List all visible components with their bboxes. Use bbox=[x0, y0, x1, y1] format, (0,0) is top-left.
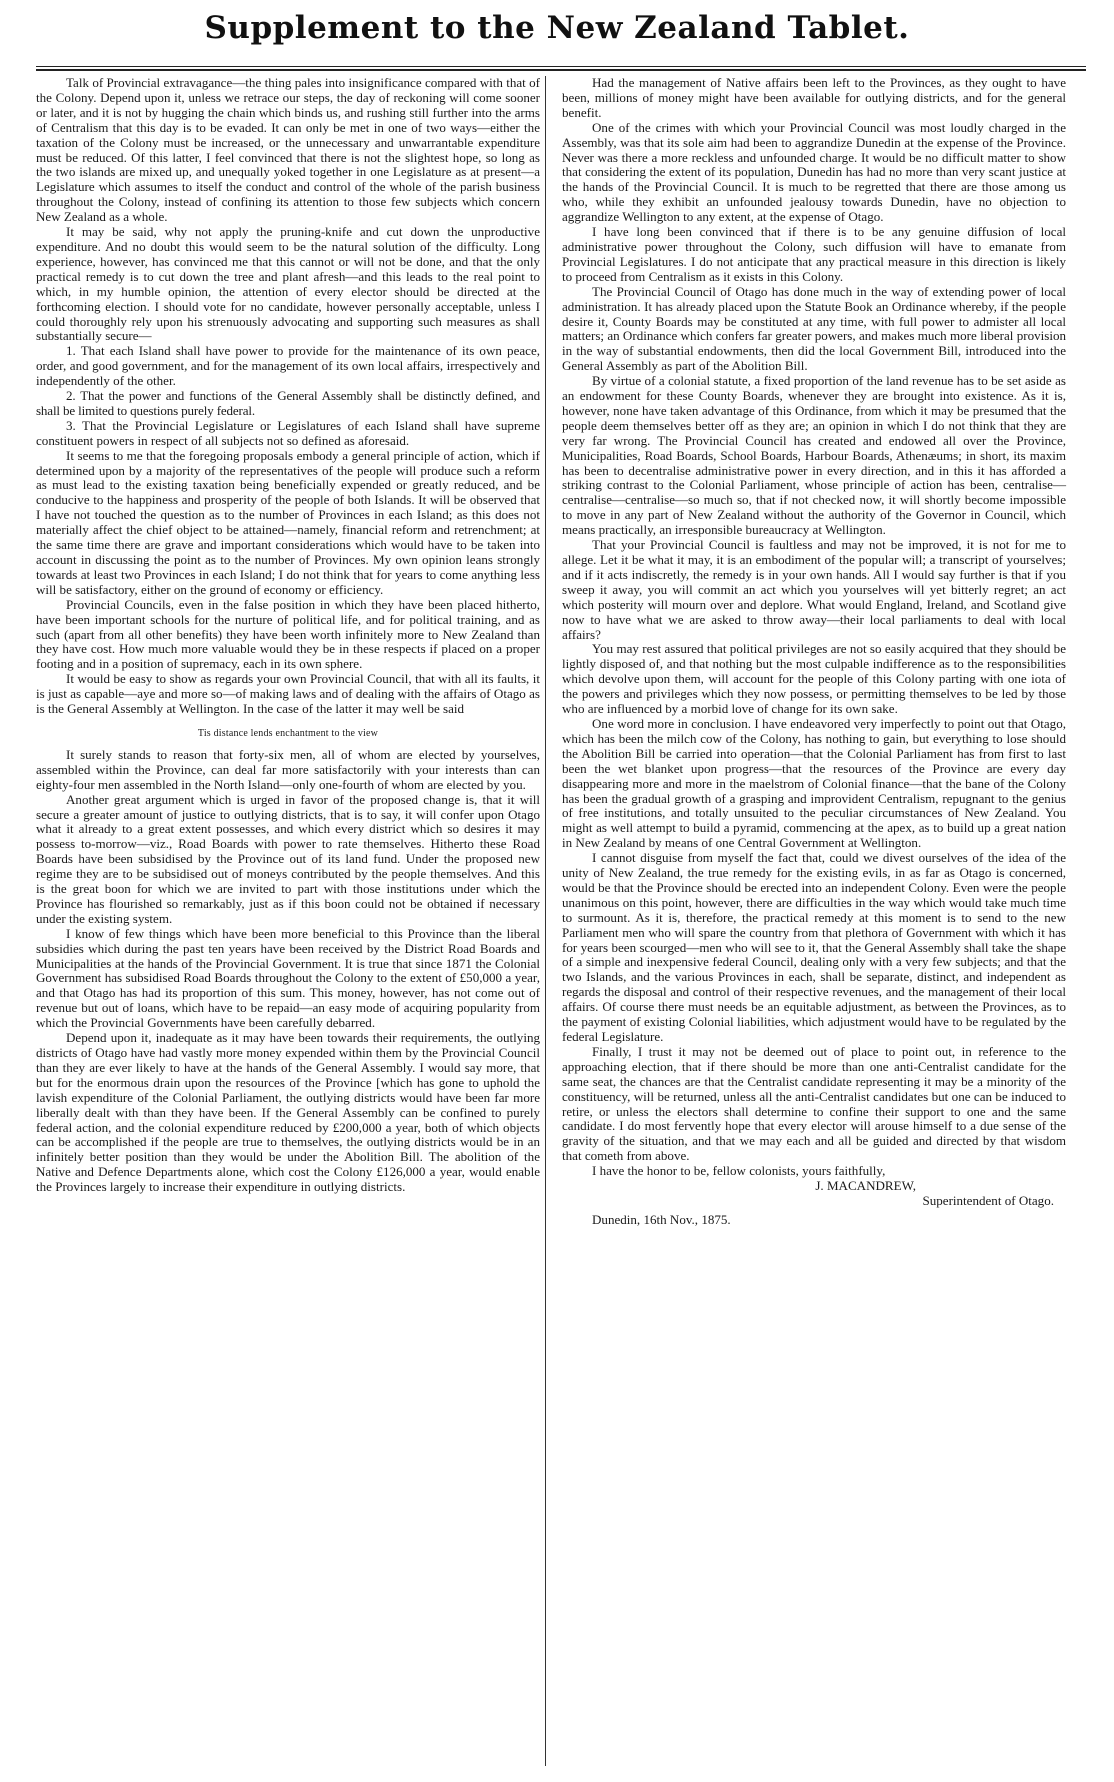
paragraph: By virtue of a colonial statute, a fixed proportion of the land revenue has to be set aside as an endowment for these County Boards, whenever they are brought into existence. As it is, however, none have taken advantage of this Ordinance, from which it may be presumed that the people deem themselves better off as they are; an opinion in which I do not think that they are very far wrong. The Provincial Council has created and endowed all over the Province, Municipalities, Road Boards, School Boards, Harbour Boards, Athenæums; in short, its maxim has been to decentralise administrative power in every direction, and in this it has afforded a striking contrast to the Colonial Parliament, whose principle of action has been, centralise—centralise—centralise—so much so, that if not checked now, it will shortly become impossible to move in any part of New Zealand without the authority of the Governor in Council, which means practically, an irresponsible bureaucracy at Wellington. bbox=[562, 373, 1066, 538]
paragraph: 2. That the power and functions of the General Assembly shall be distinctly defined, and shall be limited to questions purely federal. bbox=[36, 388, 540, 418]
paragraph: Had the management of Native affairs been left to the Provinces, as they ought to have been, millions of money might have been available for outlying districts, and for the general benefit. bbox=[562, 75, 1066, 120]
left-column bbox=[36, 76, 540, 1195]
paragraph: One word more in conclusion. I have endeavored very imperfectly to point out that Otago, which has been the milch cow of the Colony, has nothing to gain, but everything to lose should the Abolition Bill be carried into operation—that the Colonial Parliament has from first to last been the wet blanket upon progress—that the resources of the Province are every day disappearing more and more in the maelstrom of Colonial finance—that the bane of the Colony has been the gradual growth of a grasping and improvident Centralism, repugnant to the genius of free institutions, and totally unsuited to the peculiar circumstances of New Zealand. You might as well attempt to build a pyramid, commencing at the apex, as to build up a great nation in New Zealand by means of one Central Government at Wellington. bbox=[562, 715, 1066, 851]
right-column bbox=[562, 76, 1066, 1228]
paragraph: 1. That each Island shall have power to provide for the maintenance of its own peace, order, and good government, and for the management of its own local affairs, irrespectively and independently of the other. bbox=[36, 343, 540, 389]
paragraph: It surely stands to reason that forty-six men, all of whom are elected by yourselves, assembled within the Province, can deal far more satisfactorily with your interests than can eighty-four men assembled in the North Island—only one-fourth of whom are elected by you. bbox=[36, 746, 540, 792]
dateline: Dunedin, 16th Nov., 1875. bbox=[592, 1211, 731, 1227]
masthead-rule-thick bbox=[36, 69, 1086, 71]
quotation: Tis distance lends enchantment to the view bbox=[197, 727, 379, 739]
paragraph: It would be easy to show as regards your own Provincial Council, that with all its faults, it is just as capable—aye and more so—of making laws and of dealing with the affairs of Otago as is the General Assembly at Wellington. In the case of the latter it may well be said bbox=[36, 671, 540, 717]
paragraph: It may be said, why not apply the pruning-knife and cut down the unproductive expenditure. And no doubt this would seem to be the natural solution of the difficulty. Long experience, however, has convinced me that this cannot or will not be done, and that the only practical remedy is to cut down the tree and plant afresh—and this leads to the real point to which, in my humble opinion, the attention of every elector should be directed at the forthcoming election. I should vote for no candidate, however personally acceptable, unless I could thoroughly rely upon his strenuously advocating and supporting such measures as shall substantially secure— bbox=[36, 224, 540, 344]
paragraph: I have long been convinced that if there is to be any genuine diffusion of local administrative power throughout the Colony, such diffusion will have to emanate from Provincial Legislatures. I do not anticipate that any practical measure in this direction is likely to proceed from Centralism as it exists in this Colony. bbox=[562, 224, 1066, 284]
paragraph: Provincial Councils, even in the false position in which they have been placed hitherto, have been important schools for the nurture of political life, and for political training, and as such (apart from all other benefits) they have been worth infinitely more to New Zealand than they have cost. How much more valuable would they be in these respects if placed on a proper footing and in a position of supremacy, each in its own sphere. bbox=[36, 596, 540, 672]
paragraph: Talk of Provincial extravagance—the thing pales into insignificance compared with that of the Colony. Depend upon it, unless we retrace our steps, the day of reckoning will come sooner or later, and it is not by hugging the chain which binds us, and rushing still further into the arms of Centralism that this day is to be evaded. It can only be met in one of two ways—either the taxation of the Colony must be increased, or the unnecessary and unwarrantable expenditure must be reduced. Of this latter, I feel convinced that there is not the slightest hope, so long as the two islands are mixed up, and unequally yoked together in one Legislature as at present—a Legislature which assumes to itself the conduct and control of the whole of the parish business throughout the Colony, instead of confining its attention to those few subjects which concern New Zealand as a whole. bbox=[36, 75, 540, 225]
paragraph: That your Provincial Council is faultless and may not be improved, it is not for me to allege. Let it be what it may, it is an embodiment of the popular will; a transcript of yourselves; and if it acts indiscretly, the remedy is in your own hands. All I would say further is that if you sweep it away, you will commit an act which you yourselves will yet bitterly regret; an act which posterity will mourn over and deplore. What would England, Ireland, and Scotland give now to have what we are asked to throw away—their local parliaments to deal with local affairs? bbox=[562, 537, 1066, 642]
masthead-rule-thin bbox=[36, 66, 1086, 67]
paragraph: You may rest assured that political privileges are not so easily acquired that they should be lightly disposed of, and that nothing but the most culpable indifference as to the responsibilities which devolve upon them, will account for the people of this Colony parting with one iota of the powers and privileges which they now possess, or permitting themselves to be led by those who are influenced by a morbid love of change for its own sake. bbox=[562, 641, 1066, 717]
paragraph: Depend upon it, inadequate as it may have been towards their requirements, the outlying districts of Otago have had vastly more money expended within them by the Provincial Council than they are ever likely to have at the hands of the General Assembly. I would say more, that but for the enormous drain upon the resources of the Province [which has gone to uphold the lavish expenditure of the Colonial Parliament, the outlying districts would have been far more liberally dealt with than they have been. If the General Assembly can be confined to purely federal action, and the colonial expenditure reduced by £200,000 a year, both of which objects can be accomplished if the people are true to themselves, the outlying districts would be in an infinitely better position than they would be under the Abolition Bill. The abolition of the Native and Defence Departments alone, which cost the Colony £126,000 a year, would enable the Provinces largely to increase their expenditure in outlying districts. bbox=[36, 1030, 540, 1195]
paragraph: One of the crimes with which your Provincial Council was most loudly charged in the Assembly, was that its sole aim had been to aggrandize Dunedin at the expense of the Province. Never was there a more reckless and unfounded charge. It would be no difficult matter to show that considering the extent of its population, Dunedin has had no more than very scant justice at the hands of the Provincial Council. It is much to be regretted that there are those among us who, while they exhibit an unfounded jealousy towards Dunedin, have no objection to aggrandize Wellington to any extent, at the expense of Otago. bbox=[562, 119, 1066, 225]
paragraph: I cannot disguise from myself the fact that, could we divest ourselves of the idea of the unity of New Zealand, the true remedy for the existing evils, in as far as Otago is concerned, would be that the Province should be erected into an independent Colony. Even were the people unanimous on this point, however, there are difficulties in the way which would take much time to surmount. As it is, therefore, the practical remedy at this moment is to send to the new Parliament men who will spare the country from that plethora of Government with which it has for years been scourged—men who will see to it, that the General Assembly shall take the shape of a simple and inexpensive federal Council, dealing only with a very few subjects; and that the two Islands, and the various Provinces in each, shall be separate, distinct, and independent as regards the disposal and control of their respective revenues, and the management of their local affairs. Of course there must needs be an equitable adjustment, as between the Provinces, as to the payment of existing Colonial liabilities, which adjustment would have to be regulated by the federal Legislature. bbox=[562, 850, 1066, 1044]
paragraph: The Provincial Council of Otago has done much in the way of extending power of local administration. It has already placed upon the Statute Book an Ordinance whereby, if the people desire it, County Boards may be constituted at any time, with full power to admister all local matters; an Ordinance which confers far greater powers, and makes much more liberal provision in the way of substantial endowments, then did the local Government Bill, introduced into the General Assembly as part of the Abolition Bill. bbox=[562, 283, 1066, 374]
paragraph: I know of few things which have been more beneficial to this Province than the liberal subsidies which during the past ten years have been received by the District Road Boards and Municipalities at the hands of the Provincial Government. It is true that since 1871 the Colonial Government has subsidised Road Boards throughout the Colony to the extent of £50,000 a year, and that Otago has had its proportion of this sum. This money, however, has not come out of revenue but out of loans, which have to be repaid—an easy mode of acquiring popularity from which the Provincial Governments have been carefully debarred. bbox=[36, 925, 540, 1031]
paragraph: 3. That the Provincial Legislature or Legislatures of each Island shall have supreme constituent powers in respect of all subjects not so defined as aforesaid. bbox=[36, 417, 540, 448]
paragraph: It seems to me that the foregoing proposals embody a general principle of action, which if determined upon by a majority of the representatives of the people will produce such a reform as must lead to the existing taxation being beneficially expended or greatly reduced, and be conducive to the happiness and prosperity of the people of both Islands. It will be observed that I have not touched the question as to the number of Provinces in each Island; as this does not materially affect the chief object to be attained—namely, financial reform and retrenchment; at the same time there are grave and important considerations which would have to be taken into account in discussing the point as to the number of Provinces. My own opinion leans strongly towards at least two Provinces in each Island; I do not think that for years to come anything less will be satisfactory, either on the ground of economy or efficiency. bbox=[36, 447, 540, 597]
signature-title: Superintendent of Otago. bbox=[922, 1192, 1054, 1208]
signature-name: J. MACANDREW, bbox=[815, 1178, 916, 1194]
paragraph: Finally, I trust it may not be deemed out of place to point out, in reference to the approaching election, that if there should be more than one anti-Centralist candidate for the same seat, the chances are that the Centralist candidate representing it may be a minority of the constituency, will be returned, unless all the anti-Centralist candidates but one can be induced to retire, or unless the electors shall determine to confine their support to one and the same candidate. I do most fervently hope that every elector will arouse himself to a due sense of the gravity of the situation, and that we may each and all be guided and directed by that wisdom that cometh from above. bbox=[562, 1043, 1066, 1164]
column-divider bbox=[545, 76, 546, 1766]
masthead-title: Supplement to the New Zealand Tablet. bbox=[204, 10, 910, 46]
closing-line: I have the honor to be, fellow colonists, yours faithfully, bbox=[592, 1163, 886, 1179]
paragraph: Another great argument which is urged in favor of the proposed change is, that it will secure a greater amount of justice to outlying districts, that is to say, it will confer upon Otago what it already to a great extent possesses, and which every district which so desires it may possess to-morrow—viz., Road Boards with power to rate themselves. Hitherto these Road Boards have been subsidised by the Province out of its land fund. Under the proposed new regime they are to be subsidised out of moneys contributed by the people themselves. And this is the great boon for which we are invited to part with those institutions under which the Province has flourished so remarkably, just as if this boon could not be obtained if necessary under the existing system. bbox=[36, 791, 540, 926]
